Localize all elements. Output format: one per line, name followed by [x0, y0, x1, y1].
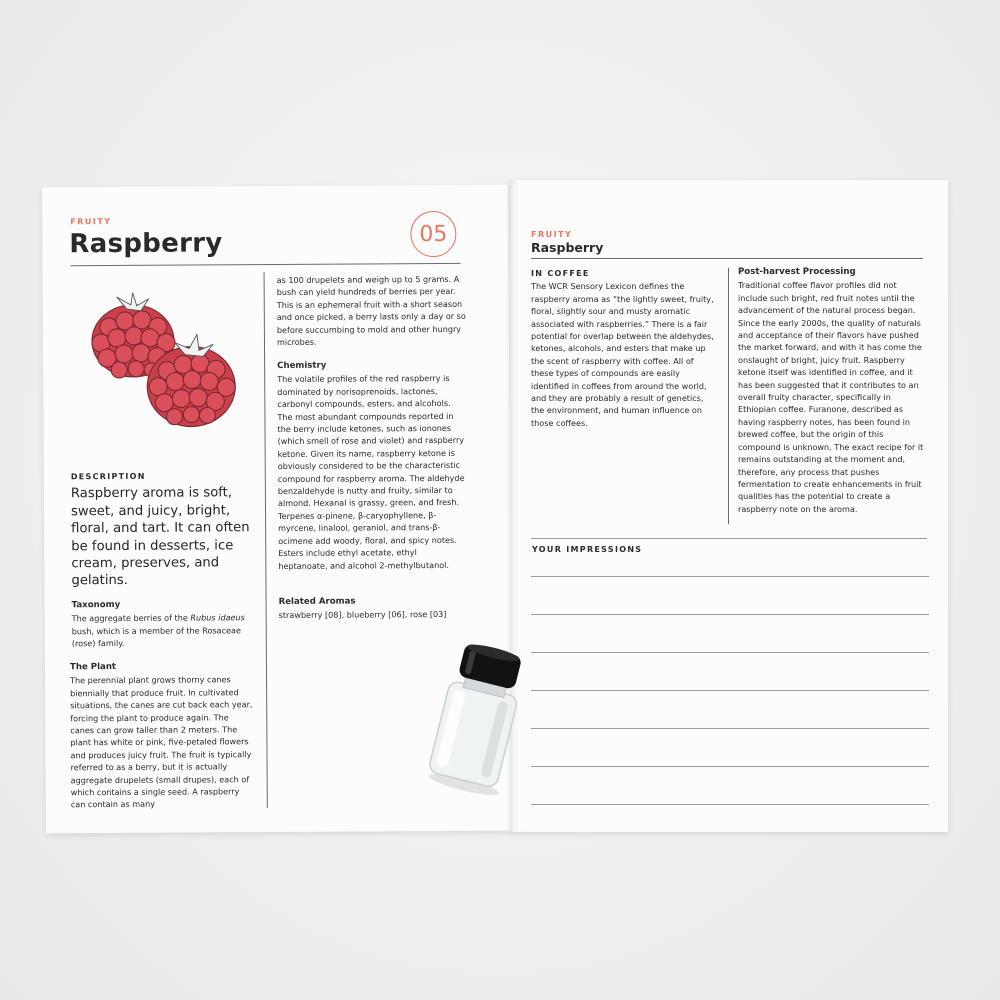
- description-label: DESCRIPTION: [70, 471, 146, 482]
- category-label: FRUITY: [70, 217, 112, 227]
- related-heading: Related Aromas: [278, 596, 356, 607]
- plant-section: [70, 660, 255, 811]
- post-harvest-text: Traditional coffee flavor profiles did not include such bright, red fruit notes until the advancement of the natural process began. Since the early 2000s, the quality of naturals and acceptance of their flavors have pushed the market forward, and with it has come the onslaught of bright, juicy fruit. Raspberry ketone itself was identified in coffee, and it has been suggested that it contributes to an overall fruity character, specifically in Ethiopian coffee. Furanone, described as having raspberry notes, has been found in brewed coffee, but the origin of this compound is unknown. The exact recipe for it remains outstanding at the moment and, therefore, any process that pushes fermentation to create enhancements in fruit qualities has the potential to create a raspberry note on the aroma.: [738, 280, 924, 514]
- impressions-line[interactable]: [531, 652, 929, 653]
- impressions-line[interactable]: [531, 690, 929, 691]
- chemistry-section: [277, 359, 468, 572]
- title-divider: [71, 263, 461, 266]
- plant-continued-text: as 100 drupelets and weigh up to 5 grams. A bush can yield hundreds of berries per year. This is an ephemeral fruit with a short season and once picked, a berry lasts only a day or so before succumbing to mold and other hungry microbes.: [276, 273, 466, 348]
- post-harvest-section: [738, 266, 928, 515]
- column-divider-right: [728, 268, 729, 524]
- impressions-section: [532, 544, 642, 556]
- in-coffee-text: The WCR Sensory Lexicon defines the raspberry aroma as “the lightly sweet, fruity, floral, slightly sour and musty aromatic associated with raspberries.” There is a fair potential for overlap between the aldehydes, ketones, alcohols, and esters that make up the scent of raspberry with coffee. All of these types of compounds are easily identified in coffees from around the world, and they are probably a result of genetics, the environment, and human influence on those coffees.: [531, 281, 714, 428]
- impressions-label: YOUR IMPRESSIONS: [532, 545, 643, 554]
- raspberry-front: [147, 346, 235, 427]
- plant-heading: The Plant: [69, 661, 117, 673]
- plant-continued-section: [277, 273, 467, 349]
- taxonomy-species: Rubus idaeus: [190, 612, 245, 623]
- plant-text: The perennial plant grows thorny canes biennially that produce fruit. In cultivated situations, the canes are cut back each year, forcing the plant to produce again. The canes can grow taller than 2 meters. The plant has white or pink, five-petaled flowers and produces juicy fruit. The fruit is typically referred to as a berry, but it is actually aggregate drupelets (small drupes), each of which contains a single seed. A raspberry can contain as many: [70, 674, 253, 810]
- related-section: [279, 595, 459, 622]
- impressions-top-rule: [531, 538, 927, 539]
- chemistry-heading: Chemistry: [277, 360, 327, 371]
- impressions-line[interactable]: [531, 766, 929, 767]
- title-divider-right: [531, 258, 923, 259]
- taxonomy-section: [72, 598, 252, 650]
- in-coffee-section: [531, 268, 717, 429]
- taxonomy-text: [72, 612, 252, 650]
- in-coffee-label: IN COFFEE: [531, 269, 590, 278]
- description-text: Raspberry aroma is soft, sweet, and juicy, bright, floral, and tart. It can often be found in desserts, ice cream, preserves, and gelatins.: [70, 485, 250, 589]
- aroma-number-badge: 05: [410, 211, 456, 257]
- taxonomy-heading: Taxonomy: [71, 599, 121, 611]
- impressions-line[interactable]: [531, 614, 929, 615]
- taxonomy-text-pre: The aggregate berries of the: [71, 612, 191, 624]
- related-text: strawberry [08], blueberry [06], rose [03]: [278, 609, 447, 621]
- post-harvest-heading: Post-harvest Processing: [738, 267, 856, 277]
- impressions-line[interactable]: [531, 804, 929, 805]
- column-divider: [264, 272, 268, 808]
- chemistry-text: The volatile profiles of the red raspberry is dominated by norisoprenoids, lactones, carbonyl compounds, esters, and alcohols. The most abundant compounds reported in the berry include ketones, such as ionones (which smell of rose and violet) and raspberry ketone. Given its name, raspberry ketone is obviously considered to be the characteristic compound for raspberry aroma. The aldehyde benzaldehyde is nutty and fruity, similar to almond. Hexanal is grassy, green, and fresh. Terpenes α-pinene, β-caryophyllene, β-myrcene, linalool, geraniol, and trans-β-ocimene add woody, floral, and spicy notes. Esters include ethyl acetate, ethyl heptanoate, and alcohol 2-methylbutanol.: [277, 373, 465, 571]
- category-label-right: FRUITY: [531, 230, 573, 239]
- page-title-right: Raspberry: [531, 240, 604, 255]
- taxonomy-text-post: bush, which is a member of the Rosaceae (rose) family.: [71, 625, 242, 649]
- raspberry-illustration-icon: [87, 290, 248, 441]
- right-page: [510, 180, 948, 832]
- impressions-line[interactable]: [531, 576, 929, 577]
- page-title: Raspberry: [69, 228, 223, 260]
- description-section: [71, 470, 252, 590]
- impressions-line[interactable]: [531, 728, 929, 729]
